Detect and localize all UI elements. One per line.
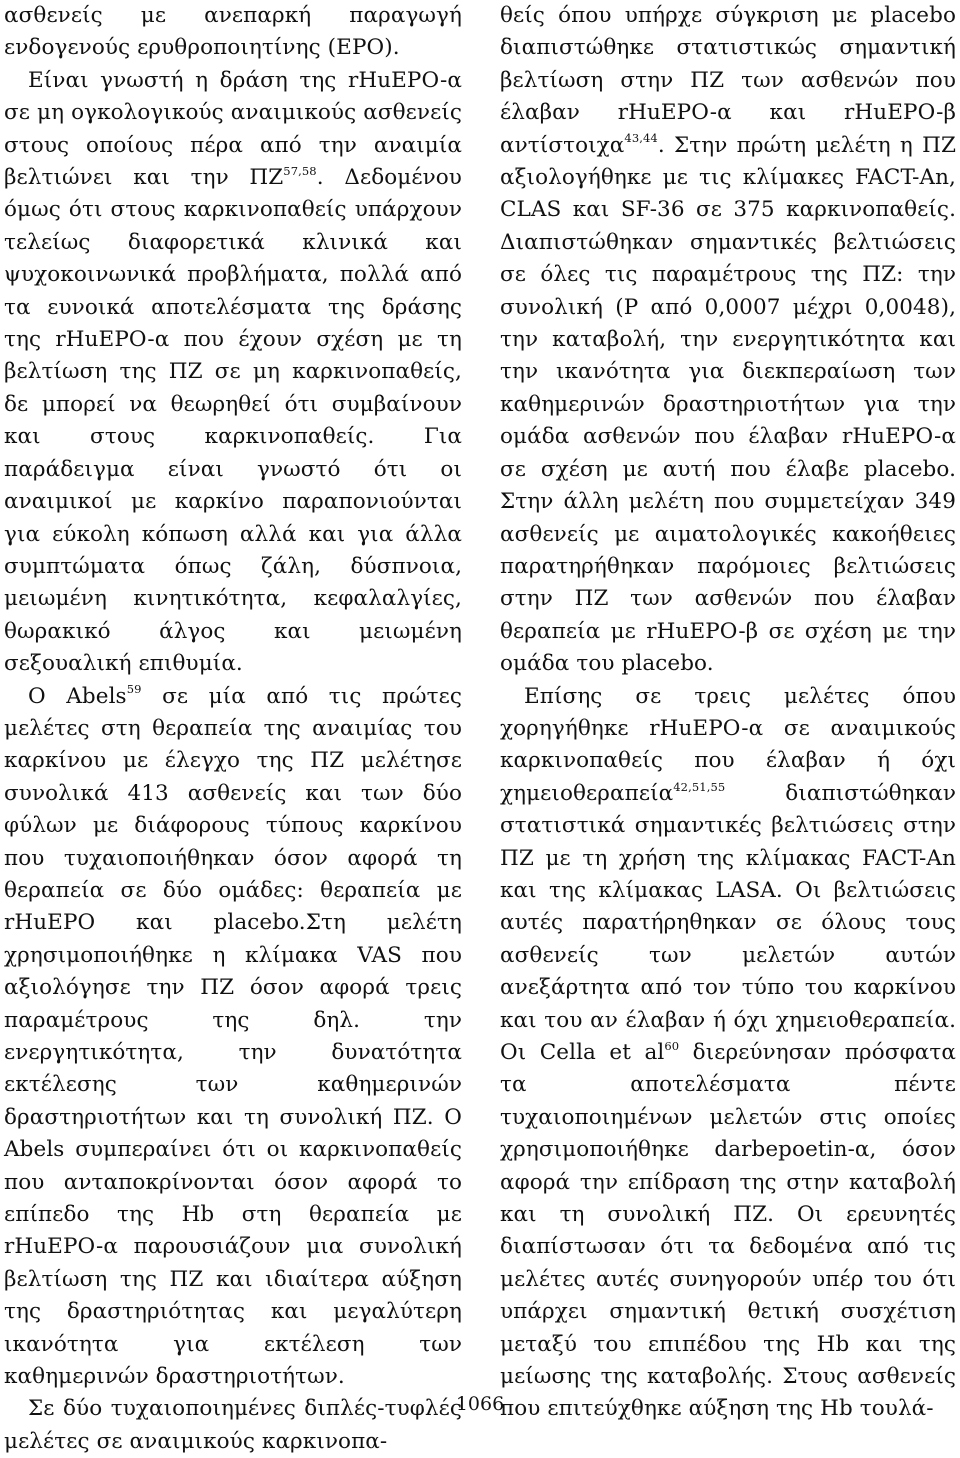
citation-superscript: 59 (126, 682, 142, 697)
left-column (4, 0, 462, 1458)
text-run: Σε δύο τυχαιοποιημένες διπλές-τυφλές μελέτες σε αναιμικούς καρκινοπα- (4, 1396, 462, 1454)
right-column (500, 0, 956, 1426)
text-run: ασθενείς με ανεπαρκή παραγωγή ενδογενούς ερυθροποιητίνης (EPO). (4, 3, 462, 61)
paragraph (4, 65, 462, 681)
paragraph (4, 681, 462, 1394)
citation-superscript: 42,51,55 (673, 779, 726, 794)
text-run: . Στην πρώτη μελέτη η ΠΖ αξιολογήθηκε με τις κλίμακες FACT-An, CLAS και SF-36 σε 375 καρκινοπαθείς. Διαπιστώθηκαν σημαντικές βελτιώσεις σε όλες τις παραμέτρους της ΠΖ: την συνολική (P από 0,0007 μέχρι 0,0048), την καταβολή, την ενεργητικότητα και την ικανότητα για διεκπεραίωση των καθημερινών δραστηριοτήτων για την ομάδα ασθενών που έλαβαν rHuEPO-α σε σχέση με αυτή που έλαβε placebo. Στην άλλη μελέτη που συμμετείχαν 349 ασθενείς με αιματολογικές κακοήθειες παρατηρήθηκαν παρόμοιες βελτιώσεις στην ΠΖ των ασθενών που έλαβαν θεραπεία με rHuEPO-β σε σχέση με την ομάδα του placebo. (500, 132, 956, 677)
paragraph (500, 681, 956, 1426)
text-run: Είναι γνωστή η δράση της rHuEPO-α σε μη ογκολογικούς αναιμικούς ασθενείς στους οποίους πέρα από την αναιμία βελτιώνει και την ΠΖ (4, 67, 462, 191)
text-run: διαπιστώθηκαν στατιστικά σημαντικές βελτιώσεις στην ΠΖ με τη χρήση της κλίμακας FACT-An και της κλίμακας LASA. Οι βελτιώσεις αυτές παρατήρηθηκαν σε όλους τους ασθενείς των μελετών αυτών ανεξάρτητα από τον τύπο του καρκίνου και του αν έλαβαν ή όχι χημειοθεραπεία. Οι Cella et al (500, 780, 956, 1065)
citation-superscript: 57,58 (283, 163, 317, 178)
paragraph (500, 0, 956, 681)
text-run: διερεύνησαν πρόσφατα τα αποτελέσματα πέντε τυχαιοποιημένων μελετών στις οποίες χρησιμοποιήθηκε darbepoetin-α, όσον αφορά την επίδραση της στην καταβολή και τη συνολική ΠΖ. Οι ερευνητές διαπίστωσαν ότι τα δεδομένα από τις μελέτες αυτές συνηγορούν υπέρ του ότι υπάρχει σημαντική θετική συσχέτιση μεταξύ του επιπέδου της Hb και της μείωσης της καταβολής. Στους ασθενείς που επιτεύχθηκε αύξηση της Hb τουλά- (500, 1040, 956, 1422)
text-run: Ο Abels (28, 683, 127, 709)
page-number: 1066 (455, 1393, 505, 1415)
text-run: . Δεδομένου όμως ότι στους καρκινοπαθείς υπάρχουν τελείως διαφορετικά κλινικά και ψυχοκοινωνικά προβλήματα, πολλά από τα ευνοικά αποτελέσματα της δράσης της rHuEPO-α που έχουν σχέση με τη βελτίωση της ΠΖ σε μη καρκινοπαθείς, δε μπορεί να θεωρηθεί ότι συμβαίνουν και στους καρκινοπαθείς. Για παράδειγμα είναι γνωστό ότι οι αναιμικοί με καρκίνο παραπονιούνται για εύκολη κόπωση αλλά και για άλλα συμπτώματα όπως ζάλη, δύσπνοια, μειωμένη κινητικότητα, κεφαλαλγίες, θωρακικό άλγος και μειωμένη σεξουαλική επιθυμία. (4, 165, 462, 677)
text-run: θείς όπου υπήρχε σύγκριση με placebo διαπιστώθηκε στατιστικώς σημαντική βελτίωση στην ΠΖ των ασθενών που έλαβαν rHuEPO-α και rHuEPO-β αντίστοιχα (500, 3, 956, 158)
citation-superscript: 43,44 (624, 131, 658, 146)
text-run: Επίσης σε τρεις μελέτες όπου χορηγήθηκε rHuEPO-α σε αναιμικούς καρκινοπαθείς που έλαβαν ή όχι χημειοθεραπεία (500, 683, 956, 806)
paragraph (4, 0, 462, 65)
text-run: σε μία από τις πρώτες μελέτες στη θεραπεία της αναιμίας του καρκίνου με έλεγχο της ΠΖ μελέτησε συνολικά 413 ασθενείς και των δύο φύλων με διάφορους τύπους καρκίνου που τυχαιοποιήθηκαν όσον αφορά τη θεραπεία σε δύο ομάδες: θεραπεία με rHuEPO και placebo.Στη μελέτη χρησιμοποιήθηκε η κλίμακα VAS που αξιολόγησε την ΠΖ όσον αφορά τρεις παραμέτρους της δηλ. την ενεργητικότητα, την δυνατότητα εκτέλεσης των καθημερινών δραστηριοτήτων και τη συνολική ΠΖ. O Abels συμπεραίνει ότι οι καρκινοπαθείς που ανταποκρίνονται όσον αφορά το επίπεδο της Hb στη θεραπεία με rHuEPO-α παρουσιάζουν μια συνολική βελτίωση της ΠΖ και ιδιαίτερα αύξηση της δραστηριότητας και μεγαλύτερη ικανότητα για εκτέλεση των καθημερινών δραστηριοτήτων. (4, 683, 462, 1390)
citation-superscript: 60 (664, 1038, 680, 1053)
